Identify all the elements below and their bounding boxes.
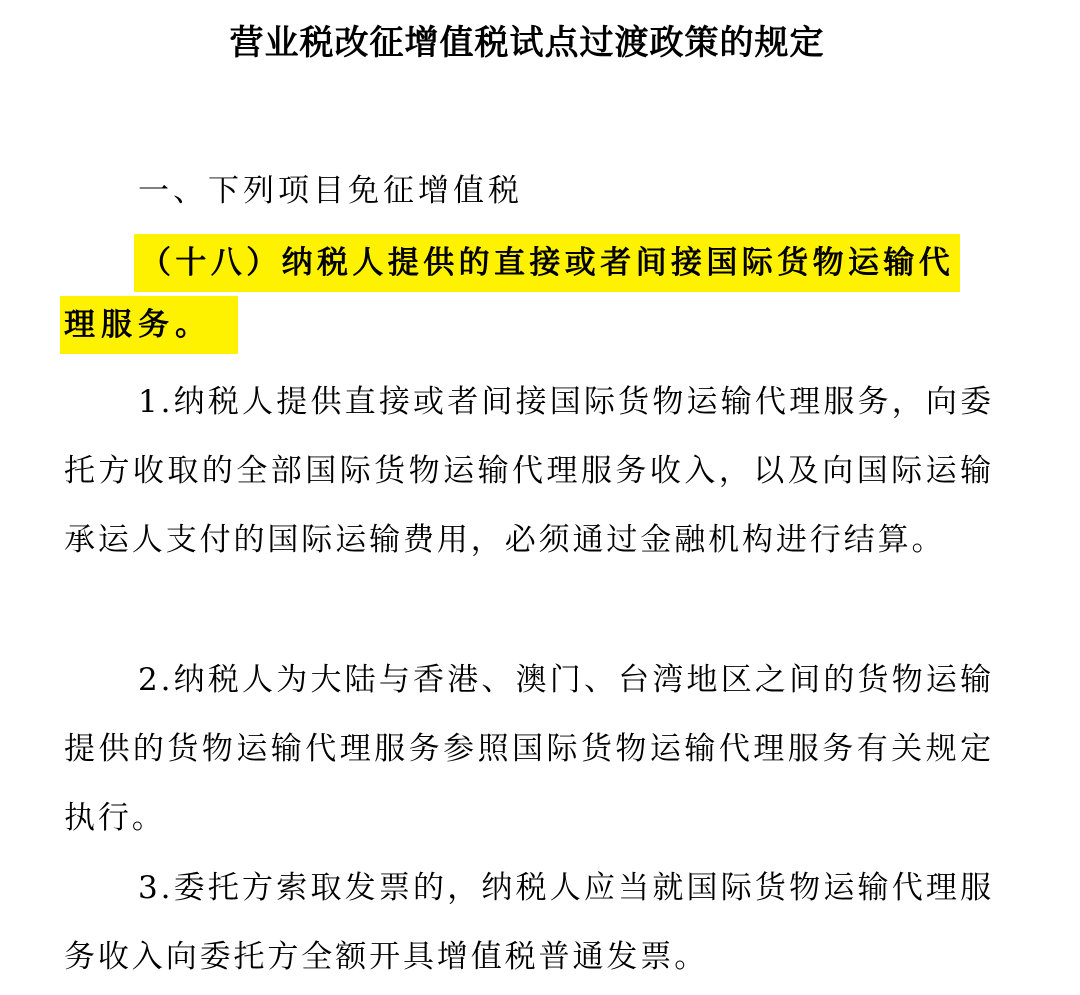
highlighted-item-line-2: 理服务。: [60, 296, 238, 354]
highlighted-item-line-1: （十八）纳税人提供的直接或者间接国际货物运输代: [134, 234, 960, 292]
paragraph-2: 2.纳税人为大陆与香港、澳门、台湾地区之间的货物运输提供的货物运输代理服务参照国际货物运输代理服务有关规定执行。: [64, 662, 994, 836]
paragraph-3: 3.委托方索取发票的，纳税人应当就国际货物运输代理服务收入向委托方全额开具增值税普通发票。: [64, 870, 994, 975]
document-title: 营业税改征增值税试点过渡政策的规定: [229, 23, 825, 63]
section-heading: 一、下列项目免征增值税: [138, 173, 523, 209]
paragraph-1: 1.纳税人提供直接或者间接国际货物运输代理服务，向委托方收取的全部国际货物运输代理服务收入，以及向国际运输承运人支付的国际运输费用，必须通过金融机构进行结算。: [64, 384, 994, 558]
